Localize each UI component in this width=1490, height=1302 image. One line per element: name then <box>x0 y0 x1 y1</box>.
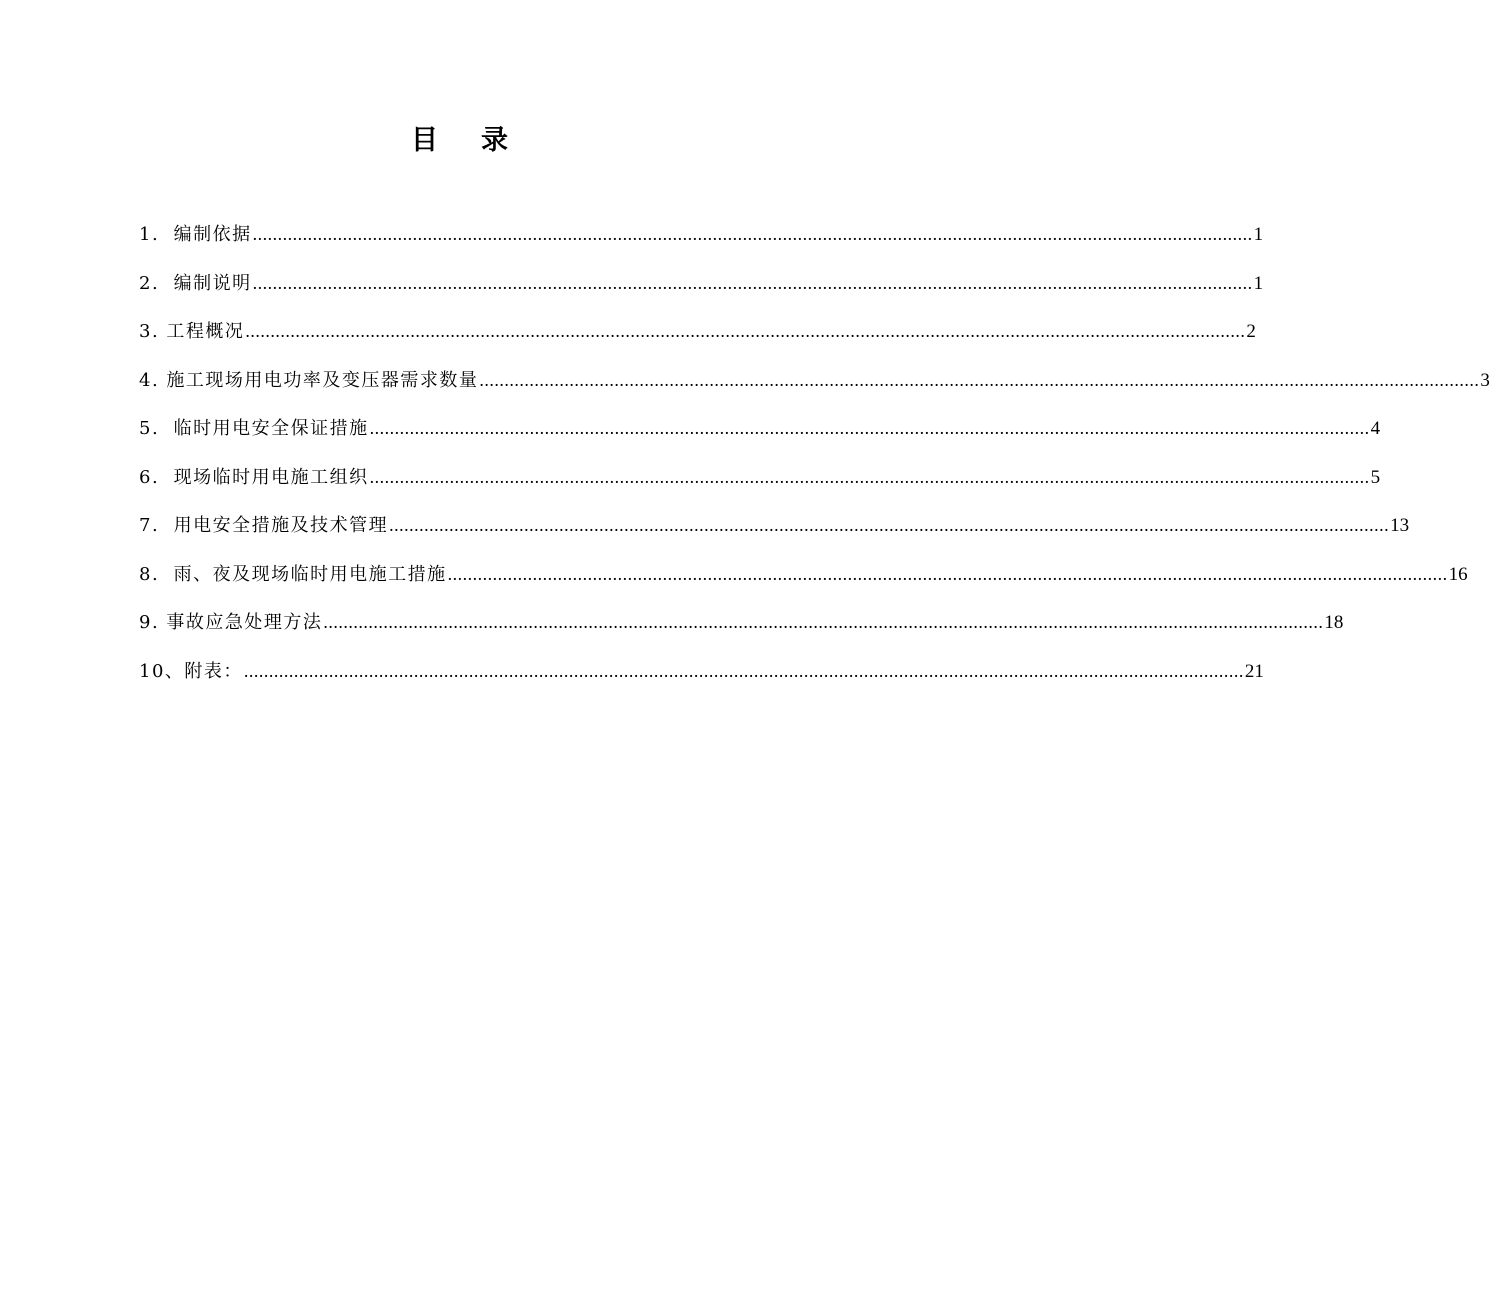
toc-entry-label: 2. 编制说明 <box>139 272 252 294</box>
toc-dot-leader: ........................................................................................................................................................................................................ <box>369 466 1370 487</box>
toc-page-number: 2 <box>1246 321 1256 342</box>
toc-page-number: 4 <box>1370 418 1381 439</box>
toc-page-number: 1 <box>1253 272 1264 294</box>
toc-page-number: 5 <box>1370 466 1381 488</box>
toc-entry-label: 5. 临时用电安全保证措施 <box>139 418 369 439</box>
toc-entry[interactable] <box>139 265 1264 314</box>
toc-entry-label: 8. 雨、夜及现场临时用电施工措施 <box>139 563 447 585</box>
toc-dot-leader: ........................................................................................................................................................................................................ <box>479 369 1480 390</box>
toc-dot-leader: ........................................................................................................................................................................................................ <box>369 418 1370 438</box>
toc-entry-label: 7. 用电安全措施及技术管理 <box>139 515 389 536</box>
toc-page-number: 1 <box>1253 224 1264 245</box>
toc-dot-leader: ........................................................................................................................................................................................................ <box>252 272 1253 293</box>
toc-dot-leader: ........................................................................................................................................................................................................ <box>389 515 1390 535</box>
toc-entry[interactable] <box>139 459 1381 508</box>
table-of-contents <box>139 216 1490 701</box>
toc-page-number: 16 <box>1448 563 1468 585</box>
toc-title <box>0 118 920 157</box>
toc-entry[interactable] <box>139 653 1264 702</box>
toc-entry-label: 10、附表： <box>139 660 243 682</box>
toc-page-number: 3 <box>1480 369 1490 391</box>
toc-entry[interactable] <box>139 556 1468 605</box>
toc-dot-leader: ........................................................................................................................................................................................................ <box>245 321 1246 341</box>
toc-entry[interactable] <box>139 362 1490 411</box>
toc-entry[interactable] <box>139 507 1410 556</box>
toc-entry[interactable] <box>139 216 1264 265</box>
toc-entry-label: 3. 工程概况 <box>139 321 245 342</box>
toc-entry[interactable] <box>139 604 1344 653</box>
toc-dot-leader: ........................................................................................................................................................................................................ <box>447 563 1448 584</box>
toc-page-number: 18 <box>1324 612 1344 633</box>
toc-title-char-2: 录 <box>481 125 509 156</box>
toc-entry[interactable] <box>139 410 1381 459</box>
toc-page-number: 21 <box>1244 660 1264 682</box>
toc-entry-label: 1. 编制依据 <box>139 224 252 245</box>
toc-entry-label: 6. 现场临时用电施工组织 <box>139 466 369 488</box>
toc-entry[interactable] <box>139 313 1256 362</box>
toc-title-char-1: 目 <box>411 125 439 156</box>
toc-dot-leader: ........................................................................................................................................................................................................ <box>252 224 1253 244</box>
toc-dot-leader: ........................................................................................................................................................................................................ <box>243 660 1244 681</box>
toc-entry-label: 4. 施工现场用电功率及变压器需求数量 <box>139 369 479 391</box>
toc-page-number: 13 <box>1390 515 1410 536</box>
toc-entry-label: 9. 事故应急处理方法 <box>139 612 323 633</box>
toc-dot-leader: ........................................................................................................................................................................................................ <box>323 612 1324 632</box>
